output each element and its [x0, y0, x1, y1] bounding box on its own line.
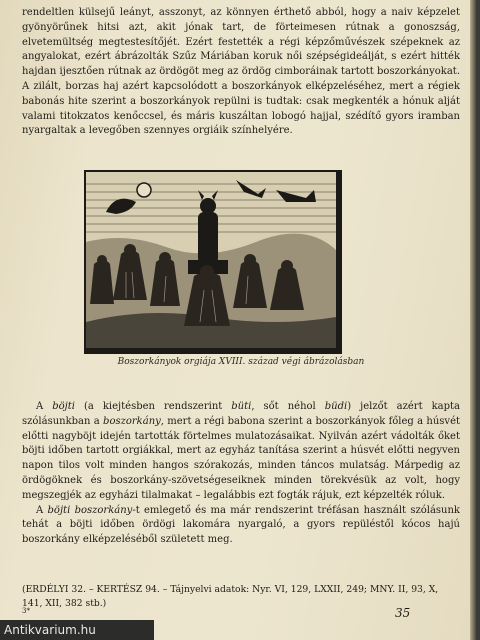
term-bojti-boszorkany: böjti boszorkány [47, 504, 133, 516]
term-buti: büti [231, 401, 252, 412]
p2-text-a: A [36, 401, 53, 412]
moon-icon [137, 183, 151, 197]
term-budi: büdi [324, 401, 348, 412]
witches-orgy-woodcut [84, 170, 342, 354]
top-paragraph [22, 6, 460, 139]
figure-caption: Boszorkányok orgiája XVIII. század végi ábrázolásban [117, 357, 365, 367]
p2-text-c: , sőt néhol [251, 401, 325, 412]
page-number: 35 [395, 606, 411, 620]
term-bojti: böjti [52, 401, 75, 412]
woodcut-illustration [86, 172, 336, 348]
paragraph-boszorkany [22, 400, 460, 504]
references: (ERDÉLYI 32. – KERTÉSZ 94. – Tájnyelvi adatok: Nyr. VI, 129, LXXII, 249; MNY. II, 93, X, 141, XII, 382 stb.) [22, 584, 439, 609]
paragraph-conclusion [22, 504, 460, 548]
term-boszorkany: boszorkány [103, 415, 161, 427]
p2-text-e: , mert a régi babona szerint a boszorkányok főleg a húsvét előtti nagyböjt idején tartották förtelmes mulatozásaikat. Nyilván azért vádolták őket böjti időben tartott orgiákkal, mert az egyház tanítása szerint a húsvét előtti negyven napon tilos volt minden hangos szórakozás, minden táncos mulatság. Márpedig az ördögöknek és boszorkány-szövetségeseiknek minden törekvésük az volt, hogy megszegjék az egyházi tilalmakat – legalábbis ezt fogták rájuk, ezt képzelték róluk. [22, 415, 461, 501]
bottom-paragraphs [22, 400, 460, 548]
p2-text-b: (a kiejtésben rendszerint [74, 401, 232, 412]
p3-text-a: A [36, 504, 48, 516]
p2-text-d: ) jelzőt azért kapta szólásunkban a [22, 401, 461, 427]
page-edge-shadow [470, 0, 476, 640]
printer-signature: 3* [22, 607, 30, 615]
watermark: Antikvarium.hu [0, 620, 154, 640]
paragraph-top-text: rendeltlen külsejű leányt, asszonyt, az könnyen érthető abból, hogy a naiv képzelet gyönyörűnek hitsi azt, akit jónak tart, de förteimesen rútnak a gonoszság, elvetemültség megtestesítőjét. Ezért festették a régi képzőművészek szépeknek az angyalokat, ezért ábrázolták Szűz Máriában koruk női szépségideálját, s ezért hitték hajdan ijesztően rútnak az ördögöt meg az ördög cimboráinak tartott boszorkányokat. A zilált, borzas haj azért kapcsolódott a boszorkányok elképzeléséhez, mert a régiek babonás hite szerint a boszorkányok repülni is tudtak: csak megkenték a hónuk alját valami titokzatos kenőccsel, és máris kuszáltan lobogó hajjal, szédítő gyors iramban nyargaltak a levegőben szennyes orgiáik színhelyére. [22, 7, 460, 137]
p3-text-b: -t emlegető és ma már rendszerint tréfásan használt szólásunk tehát a böjti időben ördögi lakomára nyargaló, a gyors repüléstől kócos hajú boszorkány elképzeléséből született meg. [22, 504, 460, 546]
